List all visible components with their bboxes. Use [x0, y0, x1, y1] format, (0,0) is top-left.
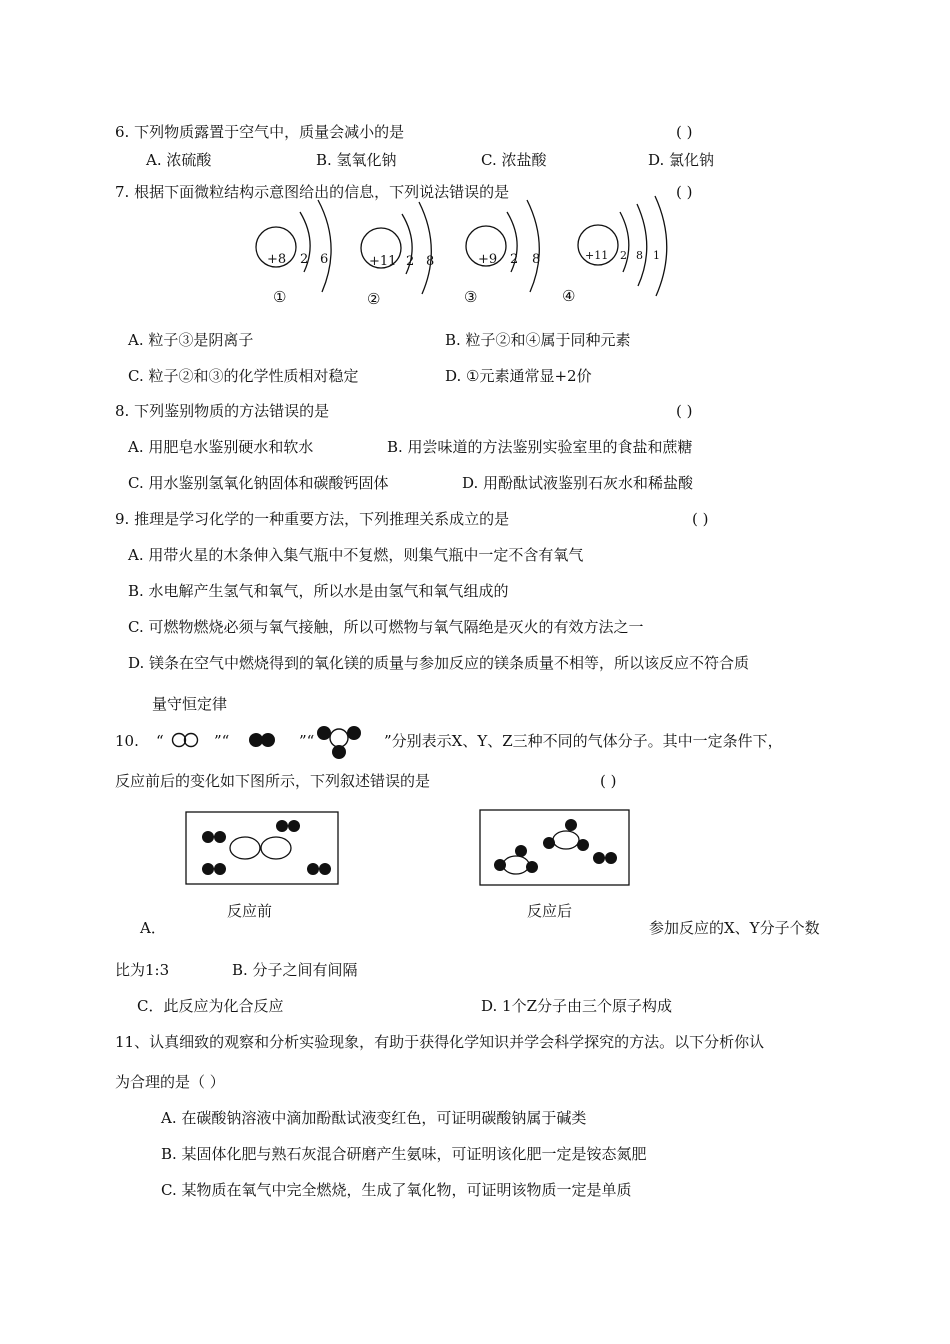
q9-option-b: B. 水电解产生氢气和氧气，所以水是由氢气和氧气组成的 [128, 582, 509, 600]
atom4-shell-1: 2 [620, 249, 627, 262]
q9-option-d: D. 镁条在空气中燃烧得到的氧化镁的质量与参加反应的镁条质量不相等，所以该反应不符合质 [128, 654, 750, 672]
q7-option-d: D. ①元素通常显+2价 [445, 367, 592, 385]
reaction-after-box [480, 810, 629, 885]
q11-option-c: C. 某物质在氧气中完全燃烧，生成了氧化物，可证明该物质一定是单质 [161, 1181, 632, 1199]
q10-number: 10. [115, 732, 139, 750]
q9-answer-paren: ( ) [692, 510, 709, 528]
q8-answer-paren: ( ) [676, 402, 693, 420]
atom1-label: ① [273, 288, 287, 306]
q11-stem: 11、认真细致的观察和分析实验现象，有助于获得化学知识并学会科学探究的方法。以下分析你认 [115, 1033, 765, 1051]
reaction-before-label: 反应前 [227, 902, 273, 920]
atom3-label: ③ [464, 288, 478, 306]
q10-option-a-text: 参加反应的X、Y分子个数 [649, 919, 820, 937]
molecule-y-icon [249, 733, 275, 747]
q8-stem: 8. 下列鉴别物质的方法错误的是 [115, 402, 330, 420]
q6-option-d: D. 氯化钠 [648, 151, 715, 169]
q7-option-a: A. 粒子③是阴离子 [128, 331, 254, 349]
q8-option-d: D. 用酚酞试液鉴别石灰水和稀盐酸 [462, 474, 694, 492]
q10-option-a-continued: 比为1:3 [115, 961, 170, 979]
molecule-z-icon [317, 726, 361, 759]
q7-option-b: B. 粒子②和④属于同种元素 [445, 331, 631, 349]
q11-stem-line2: 为合理的是（ ） [115, 1073, 225, 1091]
q10-quote-mid-2: ”“ [299, 732, 315, 750]
q10-quote-mid-1: ”“ [214, 732, 230, 750]
atom3-shell-2: 8 [532, 252, 541, 267]
q10-option-a-label: A． [140, 919, 166, 937]
q7-stem: 7. 根据下面微粒结构示意图给出的信息，下列说法错误的是 [115, 183, 510, 201]
atom2-nucleus: +11 [369, 254, 397, 269]
atom1-shell-2: 6 [320, 252, 329, 267]
atom1-shell-1: 2 [300, 252, 309, 267]
q10-option-d: D. 1个Z分子由三个原子构成 [481, 997, 672, 1015]
atom4-shell-3: 1 [653, 249, 660, 262]
atom2-shell-1: 2 [406, 254, 415, 269]
atom4-shell-2: 8 [636, 249, 643, 262]
q8-option-b: B. 用尝味道的方法鉴别实验室里的食盐和蔗糖 [387, 438, 693, 456]
atom2-shell-2: 8 [426, 254, 435, 269]
q10-stem-line2: 反应前后的变化如下图所示，下列叙述错误的是 [115, 772, 431, 790]
q6-option-b: B. 氢氧化钠 [316, 151, 397, 169]
q6-answer-paren: ( ) [676, 123, 693, 141]
q10-answer-paren: ( ) [600, 772, 617, 790]
q8-option-a: A. 用肥皂水鉴别硬水和软水 [128, 438, 314, 456]
q11-option-b: B. 某固体化肥与熟石灰混合研磨产生氨味，可证明该化肥一定是铵态氮肥 [161, 1145, 647, 1163]
atom4-nucleus: +11 [585, 249, 609, 262]
atom3-shell-1: 2 [510, 252, 519, 267]
reaction-after-label: 反应后 [527, 902, 573, 920]
q7-answer-paren: ( ) [676, 183, 693, 201]
q10-option-b: B. 分子之间有间隔 [232, 961, 358, 979]
q7-option-c: C. 粒子②和③的化学性质相对稳定 [128, 367, 359, 385]
q9-stem: 9. 推理是学习化学的一种重要方法，下列推理关系成立的是 [115, 510, 510, 528]
q6-stem: 6. 下列物质露置于空气中，质量会减小的是 [115, 123, 405, 141]
q8-option-c: C. 用水鉴别氢氧化钠固体和碳酸钙固体 [128, 474, 389, 492]
q10-stem-rest: ”分别表示X、Y、Z三种不同的气体分子。其中一定条件下， [384, 732, 783, 750]
q6-option-c: C. 浓盐酸 [481, 151, 547, 169]
molecule-x-icon [173, 734, 198, 747]
reaction-before-box [186, 812, 338, 884]
atom3-nucleus: +9 [478, 252, 498, 267]
atom1-nucleus: +8 [267, 252, 287, 267]
q10-option-c: C．此反应为化合反应 [137, 997, 284, 1015]
q9-option-a: A. 用带火星的木条伸入集气瓶中不复燃，则集气瓶中一定不含有氧气 [128, 546, 584, 564]
q6-option-a: A. 浓硫酸 [146, 151, 212, 169]
atom2-label: ② [367, 290, 381, 308]
q9-option-d-continued: 量守恒定律 [152, 695, 228, 713]
atom4-label: ④ [562, 287, 576, 305]
q9-option-c: C. 可燃物燃烧必须与氧气接触，所以可燃物与氧气隔绝是灭火的有效方法之一 [128, 618, 644, 636]
q10-quote-open: “ [156, 732, 164, 750]
q11-option-a: A. 在碳酸钠溶液中滴加酚酞试液变红色，可证明碳酸钠属于碱类 [161, 1109, 587, 1127]
